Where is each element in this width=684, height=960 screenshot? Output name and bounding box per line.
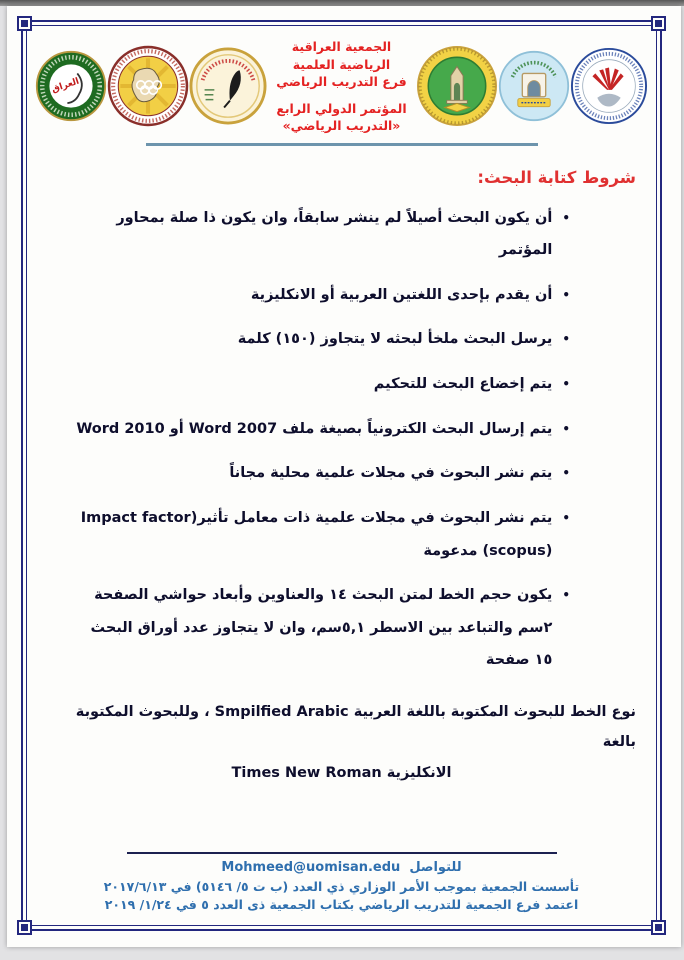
bullet-icon: • [562, 466, 570, 481]
section-title: شروط كتابة البحث: [477, 167, 636, 187]
list-item-text: يكون حجم الخط لمتن البحث ١٤ والعناوين وأبعاد حواشي الصفحة ٢سم والتباعد بين الاسطر ٥,١سم، وان لا يتجاوز عدد أوراق البحث ١٥ صفحة [90, 587, 553, 669]
list-item-text: يرسل البحث ملخأ لبحثه لا يتجاوز (١٥٠) كلمة [237, 331, 553, 348]
font-requirements-note [27, 689, 656, 788]
font-note-line2: الانكليزية Times New Roman [231, 764, 452, 781]
header-logos-row [27, 26, 656, 137]
list-item-text: يتم نشر البحوث في مجلات علمية محلية مجاناً [229, 465, 553, 482]
bullet-icon: • [562, 588, 570, 603]
branch-approval-line: اعتمد فرع الجمعية للتدريب الرياضي بكتاب الجمعية ذى العدد ٥ في ١/٢٤/ ٢٠١٩ [104, 897, 579, 913]
list-item-text: يتم إخضاع البحث للتحكيم [373, 376, 553, 392]
list-item [71, 368, 570, 401]
page-border-frame [26, 25, 657, 926]
font-note-line1: نوع الخط للبحوث المكتوبة باللغة العربية Smpilfied Arabic ، وللبحوث المكتوبة بالغة [75, 704, 636, 751]
contact-label: للتواصل [409, 860, 462, 876]
founding-order-line: تأسست الجمعية بموجب الأمر الوزاري ذي العدد (ب ت ٥/ ٥١٤٦) في ٢٠١٧/٦/١٣ [103, 878, 580, 894]
list-item [71, 502, 570, 567]
list-item [71, 413, 570, 446]
university-of-misan-logo-icon [498, 50, 570, 122]
logo-iraq-text: العراق [50, 76, 81, 96]
list-item-text: أن يقدم بإحدى اللغتين العربية أو الانكليزية [250, 286, 553, 303]
conference-seal-logo-icon [189, 47, 267, 125]
bullet-icon: • [562, 377, 570, 391]
conference-title-block [267, 38, 416, 135]
list-item [71, 323, 570, 356]
conference-name-line1: المؤتمر الدولي الرابع [276, 100, 407, 116]
page-footer [27, 852, 656, 925]
blank-space [27, 788, 656, 852]
ministry-of-higher-education-logo-icon [570, 47, 648, 125]
bullet-icon: • [562, 287, 570, 302]
conference-name-line2: «التدريب الرياضي» [282, 118, 401, 133]
list-item-text: يتم نشر البحوث في مجلات علمية ذات معامل تأثير(Impact factor (scopus) مدعومة [80, 509, 553, 559]
footer-divider [127, 852, 557, 854]
bullet-icon: • [562, 332, 570, 347]
frame-corner-ornament [651, 16, 666, 31]
list-item [71, 202, 570, 267]
association-name-line1: الجمعية العراقية الرياضية العلمية [291, 39, 392, 72]
frame-corner-ornament [17, 16, 32, 31]
bullet-icon: • [562, 510, 570, 525]
list-item-text: أن يكون البحث أصيلاً لم ينشر سابقاً، وان يكون ذا صلة بمحاور المؤتمر [116, 209, 553, 259]
ministry-of-youth-logo-icon [35, 50, 107, 122]
bullet-icon: • [562, 210, 570, 225]
frame-corner-ornament [17, 920, 32, 935]
olympic-committee-logo-icon [107, 45, 189, 127]
association-name-line2: فرع التدريب الرياضي [276, 74, 407, 89]
document-page [7, 6, 681, 947]
contact-email: Mohmeed@uomisan.edu [221, 860, 401, 876]
list-item [71, 457, 570, 490]
requirements-list [27, 187, 656, 690]
contact-line [27, 859, 656, 877]
list-item [71, 279, 570, 312]
frame-corner-ornament [651, 920, 666, 935]
university-monument-logo-icon [416, 45, 498, 127]
bullet-icon: • [562, 421, 570, 436]
list-item [71, 579, 570, 677]
list-item-text: يتم إرسال البحث الكترونياً بصيغة ملف Word 2007 أو Word 2010 [76, 420, 553, 437]
